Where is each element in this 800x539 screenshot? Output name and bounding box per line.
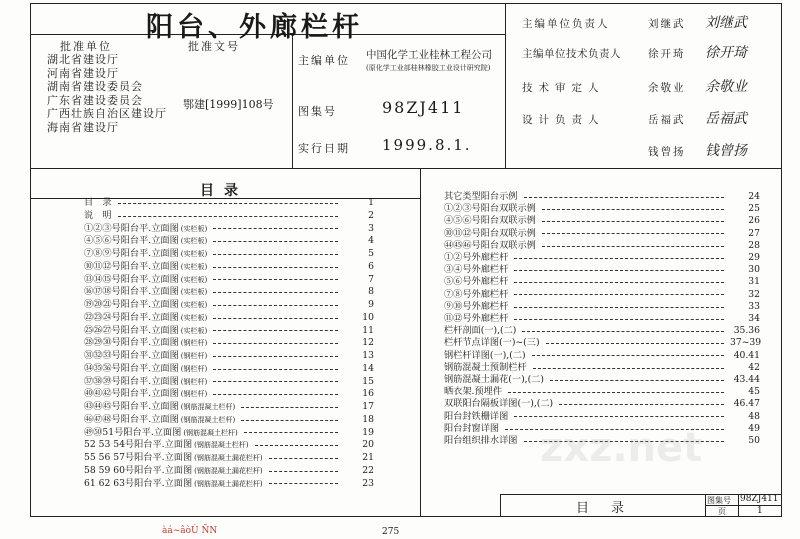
- toc-entry-label: ④⑤⑥号阳台平.立面图: [84, 235, 179, 247]
- dept-item: 广东省建设委员会: [47, 93, 143, 107]
- toc-entry-page: 22: [362, 464, 374, 476]
- toc-entry-label: ⑩⑪⑫号阳台平.立面图: [84, 260, 179, 272]
- toc-entry: [444, 412, 760, 423]
- toc-entry-page: 3: [368, 222, 374, 234]
- toc-entry-label: ⑦⑧号外廊栏杆: [444, 288, 509, 300]
- leader-line: [559, 404, 724, 405]
- toc-entry-note: (钢栏杆): [180, 377, 208, 386]
- leader-line: [514, 258, 724, 259]
- toc-entry-label: ⑨⑩号外廊栏杆: [444, 300, 509, 312]
- leader-line: [244, 432, 338, 433]
- toc-entry: [444, 326, 760, 337]
- toc-entry-note: (实栏板): [180, 275, 208, 284]
- toc-entry-page: 20: [362, 439, 374, 451]
- toc-entry-page: 13: [362, 350, 374, 361]
- toc-entry-label: 钢筋混凝土漏花(一),(二): [444, 374, 544, 385]
- toc-entry: [84, 364, 374, 375]
- toc-entry-page: 10: [362, 311, 374, 323]
- toc-entry-page: 24: [748, 191, 760, 202]
- toc-entry-label: ⑦⑧⑨号阳台平.立面图: [84, 248, 179, 259]
- toc-entry-label: 栏杆节点详图(一)~(三): [444, 337, 540, 349]
- toc-entry-label: ㊵㊶㊷号阳台平.立面图: [84, 388, 179, 400]
- toc-entry-page: 1: [368, 197, 374, 208]
- atlas-no-label: 图集号: [707, 496, 731, 505]
- toc-entry-label: ⑬⑭⑮号阳台平.立面图: [84, 273, 179, 285]
- person-role: 主编单位技术负责人: [522, 48, 621, 60]
- toc-entry: [444, 216, 760, 227]
- leader-line: [269, 458, 338, 459]
- toc-entry-page: 37~39: [730, 337, 762, 349]
- dept-item: 广西壮族自治区建设厅: [47, 107, 167, 120]
- toc-entry-label: 栏杆剖面(一),(二): [444, 325, 517, 337]
- toc-entry-note: (钢筋混凝土栏杆): [194, 441, 249, 450]
- toc-entry-page: 29: [748, 252, 760, 263]
- toc-entry-page: 15: [362, 375, 374, 387]
- toc-entry-page: 16: [362, 388, 374, 400]
- person-name: 钱曾扬: [648, 146, 686, 158]
- toc-entry: [444, 265, 760, 276]
- toc-entry-label: ㉒㉓㉔号阳台平.立面图: [84, 311, 179, 323]
- toc-entry-label: ⑪⑫号外廊栏杆: [444, 313, 509, 324]
- toc-entry-label: 61 62 63号阳台平.立面图: [84, 477, 193, 489]
- leader-line: [532, 355, 724, 356]
- watermark-text: zxz.net: [540, 425, 703, 471]
- leader-line: [508, 392, 724, 393]
- toc-entry-page: 27: [748, 227, 760, 239]
- toc-entry-page: 19: [362, 426, 374, 438]
- toc-entry-page: 46.47: [733, 398, 760, 410]
- page-footer-number: 275: [382, 527, 400, 537]
- approval-doc-label: 批准文号: [188, 40, 240, 53]
- toc-entry-note: (实栏板): [180, 237, 208, 246]
- header-divider: [30, 168, 782, 169]
- leader-line: [255, 445, 338, 446]
- toc-entry: [444, 302, 760, 313]
- toc-entry-label: ⑯⑰⑱号阳台平.立面图: [84, 286, 179, 298]
- leader-line: [213, 241, 338, 242]
- toc-entry: [84, 351, 374, 362]
- toc-entry: [444, 338, 760, 349]
- toc-entry-label: 钢筋混凝土预制栏杆: [444, 361, 527, 373]
- leader-line: [213, 228, 338, 229]
- toc-entry: [444, 290, 760, 301]
- leader-line: [241, 407, 338, 408]
- toc-entry-label: ⑤⑥号外廊栏杆: [444, 276, 509, 288]
- titleblock-left: [500, 494, 501, 517]
- toc-entry-page: 21: [362, 452, 374, 463]
- leader-line: [213, 318, 338, 319]
- toc-entry-note: (钢筋混凝土漏花栏杆): [194, 466, 263, 475]
- toc-entry-page: 14: [362, 362, 374, 374]
- leader-line: [514, 294, 724, 295]
- atlas-no: 98ZJ411: [382, 98, 465, 117]
- toc-entry-page: 43.44: [733, 374, 760, 385]
- toc-entry: [84, 466, 374, 477]
- toc-entry: [84, 198, 374, 209]
- leader-line: [213, 254, 338, 255]
- toc-entry-note: (实栏板): [180, 288, 208, 297]
- toc-entry-page: 4: [368, 235, 374, 247]
- toc-entry-label: ④⑤⑥号阳台双联示例: [444, 215, 536, 227]
- leader-line: [524, 197, 725, 198]
- toc-entry: [444, 375, 760, 386]
- toc-entry-page: 2: [368, 209, 374, 221]
- toc-entry: [84, 275, 374, 286]
- toc-entry-page: 35.36: [733, 325, 760, 337]
- toc-entry: [84, 224, 374, 235]
- toc-entry-page: 30: [748, 264, 760, 276]
- toc-entry: [84, 326, 374, 337]
- leader-line: [213, 330, 338, 331]
- dept-item: 河南省建设厅: [47, 66, 119, 80]
- toc-entry-page: 34: [748, 313, 760, 324]
- leader-line: [213, 292, 338, 293]
- toc-entry-page: 32: [748, 288, 760, 300]
- toc-entry: [444, 277, 760, 288]
- toc-entry-label: ③④号外廊栏杆: [444, 264, 509, 276]
- toc-entry-page: 45: [748, 386, 760, 398]
- toc-entry-label: 52 53 54号阳台平.立面图: [84, 439, 193, 451]
- toc-entry-label: ㊾㊿51号阳台平.立面图: [84, 426, 182, 438]
- toc-entry: [84, 415, 374, 426]
- toc-entry-label: ①②③号阳台双联示例: [444, 203, 536, 215]
- toc-entry: [84, 440, 374, 451]
- toc-entry: [84, 249, 374, 260]
- toc-entry-label: 双联阳台隔板详图(一),(二): [444, 398, 554, 410]
- toc-entry-page: 26: [748, 215, 760, 227]
- toc-entry-note: (钢栏杆): [180, 364, 208, 373]
- leader-line: [118, 203, 338, 204]
- toc-entry-page: 50: [748, 435, 760, 446]
- toc-entry: [444, 387, 760, 398]
- toc-entry-label: 58 59 60号阳台平.立面图: [84, 464, 193, 476]
- toc-entry-note: (钢筋混凝土栏杆): [180, 415, 236, 424]
- toc-entry: [84, 236, 374, 247]
- toc-entry: [84, 453, 374, 464]
- page-label: 页: [718, 507, 726, 516]
- toc-entry-label: 晒衣架.预埋件: [444, 386, 503, 398]
- person-name: 岳福武: [648, 114, 686, 126]
- toc-entry-label: ㉛㉜㉝号阳台平.立面图: [84, 350, 179, 361]
- leader-line: [241, 420, 338, 421]
- toc-entry-label: ㉞㉟㊱号阳台平.立面图: [84, 362, 179, 374]
- editor-unit: 中国化学工业桂林工程公司: [366, 49, 492, 61]
- departments-list: [47, 53, 167, 134]
- signature: 岳福武: [705, 111, 747, 127]
- toc-entry-label: ㉘㉙㉚号阳台平.立面图: [84, 337, 179, 349]
- leader-line: [533, 368, 724, 369]
- toc-entry-label: ㊸㊹㊺号阳台平.立面图: [84, 401, 179, 412]
- effective-label: 实行日期: [298, 142, 350, 155]
- person-role: 技术审定人: [522, 82, 605, 94]
- toc-entry: [84, 287, 374, 298]
- toc-entry-note: (钢栏杆): [180, 339, 208, 348]
- toc-entry-label: ⑩⑪⑫号阳台双联示例: [444, 227, 536, 239]
- page-number: 1: [757, 506, 763, 516]
- leader-line: [269, 483, 338, 484]
- leader-line: [118, 216, 338, 217]
- sheet-title: 目录: [576, 501, 647, 516]
- toc-entry-label: ㊻㊼㊽号阳台平.立面图: [84, 413, 179, 425]
- toc-entry-page: 40.41: [733, 349, 760, 361]
- header-vertical-divider: [505, 3, 506, 168]
- toc-entry: [84, 211, 374, 222]
- toc-entry-label: ㉕㉖㉗号阳台平.立面图: [84, 324, 179, 336]
- toc-entry-page: 42: [748, 361, 760, 373]
- toc-entry-label: 阳台组织排水详图: [444, 435, 518, 446]
- leader-line: [514, 307, 724, 308]
- toc-entry-label: 阳台封铁栅详图: [444, 410, 509, 422]
- leader-line: [514, 270, 724, 271]
- toc-entry: [84, 338, 374, 349]
- toc-entry: [444, 253, 760, 264]
- toc-entry-note: (钢筋混凝土漏花栏杆): [194, 454, 263, 462]
- signature: 余敬业: [705, 79, 747, 95]
- leader-line: [542, 221, 724, 222]
- toc-entry-label: 其它类型阳台示例: [444, 191, 518, 202]
- approval-divider: [292, 34, 293, 168]
- leader-line: [546, 343, 724, 344]
- toc-entry-note: (钢筋混凝土漏花栏杆): [194, 479, 263, 488]
- person-name: 余敬业: [648, 82, 686, 94]
- editor-unit-note: (原化学工业部桂林橡胶工业设计研究院): [366, 64, 491, 72]
- dept-item: 湖南省建设委员会: [47, 80, 143, 93]
- dept-item: 湖北省建设厅: [47, 53, 119, 66]
- toc-entry-label: 阳台封窗详图: [444, 422, 500, 434]
- person-role: 主编单位负责人: [522, 18, 610, 30]
- effective-date: 1999.8.1.: [382, 136, 472, 154]
- leader-line: [213, 305, 338, 306]
- toc-entry-label: ㊲㊳㊴号阳台平.立面图: [84, 375, 179, 387]
- leader-line: [542, 233, 724, 234]
- toc-column-divider: [420, 168, 421, 517]
- toc-entry-note: (实栏板): [180, 224, 208, 233]
- leader-line: [213, 267, 338, 268]
- leader-line: [213, 369, 338, 370]
- approval-doc-number: 鄂建[1999]108号: [183, 98, 274, 111]
- toc-entry-label: ①②号外廊栏杆: [444, 252, 509, 263]
- toc-entry-page: 31: [748, 276, 760, 288]
- toc-entry-page: 9: [368, 299, 374, 310]
- approving-dept-label: 批准单位: [60, 40, 112, 53]
- editor-unit-label: 主编单位: [298, 54, 350, 67]
- toc-entry-page: 18: [362, 413, 374, 425]
- toc-entry: [84, 402, 374, 413]
- leader-line: [213, 343, 338, 344]
- toc-entry-note: (实栏板): [180, 262, 208, 271]
- toc-entry: [444, 192, 760, 203]
- toc-entry: [444, 399, 760, 410]
- toc-entry: [84, 313, 374, 324]
- leader-line: [550, 380, 724, 381]
- toc-entry: [84, 389, 374, 400]
- person-name: 徐开琦: [648, 48, 686, 60]
- toc-entry-label: 钢栏杆详图(一),(二): [444, 349, 526, 361]
- toc-entry-note: (实栏板): [180, 313, 208, 322]
- toc-entry-page: 11: [362, 324, 374, 336]
- toc-entry-label: 55 56 57号阳台平.立面图: [84, 452, 193, 463]
- toc-title: 目录: [200, 183, 248, 199]
- toc-entry: [444, 241, 760, 252]
- atlas-no: 98ZJ411: [740, 494, 779, 504]
- toc-entry: [84, 262, 374, 273]
- leader-line: [514, 319, 724, 320]
- leader-line: [542, 246, 724, 247]
- toc-entry: [84, 377, 374, 388]
- toc-entry-label: 说 明: [84, 209, 112, 221]
- person-name: 刘继武: [648, 18, 686, 30]
- atlas-no-label: 图集号: [298, 105, 337, 118]
- garbled-caption: àá~âòÙ ÑN: [162, 526, 218, 536]
- toc-entry-page: 7: [368, 273, 374, 285]
- toc-entry: [444, 204, 760, 215]
- toc-entry-note: (钢栏杆): [180, 352, 208, 360]
- toc-entry: [84, 428, 374, 439]
- toc-entry-note: (实栏板): [180, 250, 208, 258]
- toc-entry-page: 17: [362, 401, 374, 412]
- toc-entry-page: 5: [368, 248, 374, 259]
- toc-entry: [444, 229, 760, 240]
- toc-entry-note: (钢筋混凝土栏杆): [183, 428, 238, 437]
- signature: 钱曾扬: [705, 143, 747, 159]
- toc-entry-page: 8: [368, 286, 374, 298]
- atlas-title: 阳台、外廊栏杆: [146, 12, 363, 43]
- leader-line: [514, 282, 724, 283]
- toc-entry-note: (钢筋混凝土栏杆): [180, 403, 236, 411]
- leader-line: [514, 416, 724, 417]
- toc-entry-label: 目 录: [84, 197, 112, 208]
- toc-entry-note: (实栏板): [180, 301, 208, 309]
- signature: 刘继武: [705, 15, 747, 31]
- toc-entry: [444, 314, 760, 325]
- leader-line: [213, 394, 338, 395]
- person-role: 设计负责人: [522, 114, 605, 126]
- leader-line: [213, 356, 338, 357]
- toc-entry-label: ㊹㊺㊻号阳台双联示例: [444, 239, 536, 251]
- toc-entry-page: 6: [368, 260, 374, 272]
- toc-entry-page: 25: [748, 203, 760, 215]
- toc-entry-page: 23: [362, 477, 374, 489]
- leader-line: [213, 381, 338, 382]
- toc-entry: [444, 351, 760, 362]
- toc-entry-page: 28: [748, 239, 760, 251]
- toc-entry-page: 49: [748, 422, 760, 434]
- toc-entry-page: 12: [362, 337, 374, 349]
- leader-line: [522, 331, 724, 332]
- leader-line: [542, 209, 724, 210]
- toc-entry-note: (实栏板): [180, 326, 208, 335]
- toc-entry-page: 48: [748, 410, 760, 422]
- toc-entry: [84, 479, 374, 490]
- toc-entry-label: ①②③号阳台平.立面图: [84, 222, 179, 234]
- dept-item: 海南省建设厅: [47, 120, 119, 134]
- signature: 徐开琦: [705, 45, 747, 61]
- leader-line: [269, 471, 338, 472]
- leader-line: [213, 279, 338, 280]
- toc-entry-label: ⑲⑳㉑号阳台平.立面图: [84, 299, 179, 310]
- toc-entry-page: 33: [748, 300, 760, 312]
- toc-entry: [444, 363, 760, 374]
- toc-entry: [84, 300, 374, 311]
- toc-entry-note: (钢栏杆): [180, 390, 208, 399]
